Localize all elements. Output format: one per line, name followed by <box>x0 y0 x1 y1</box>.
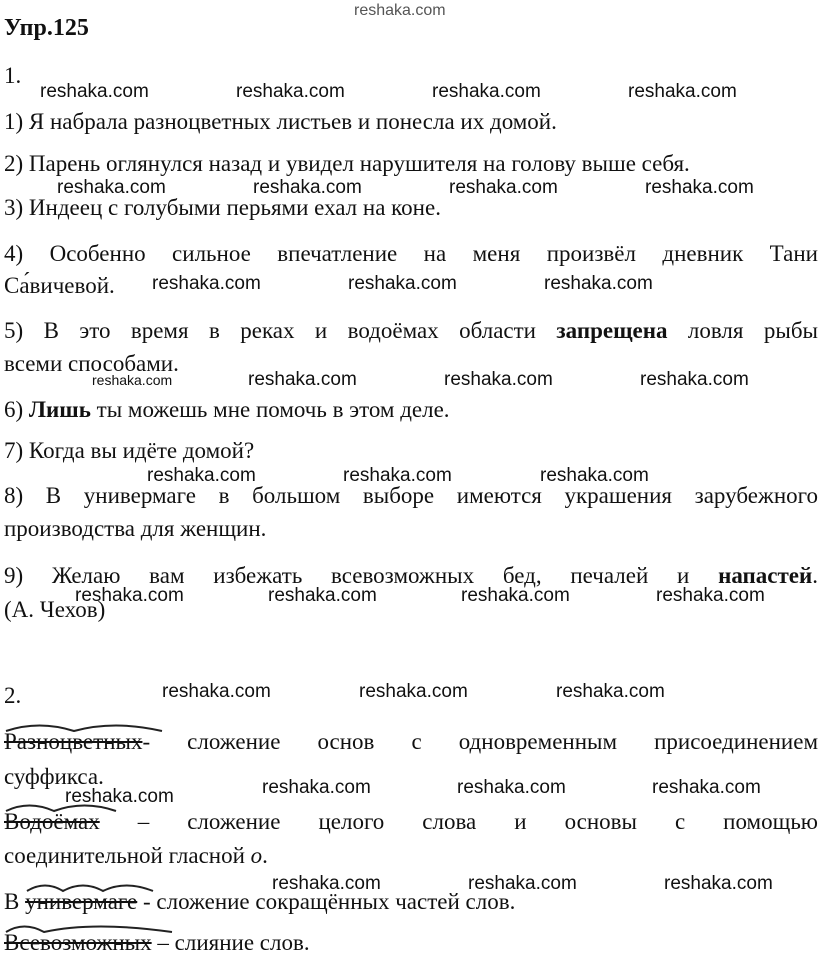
sentence-6-bold-word: Лишь <box>28 397 91 422</box>
sentence-8-line-2: производства для женщин. <box>4 516 267 541</box>
watermark: reshaka.com <box>75 585 184 606</box>
sentence-9-bold-word: напастей <box>718 563 813 588</box>
sentence-4-line-2: Са́вичевой. <box>4 273 115 298</box>
watermark: reshaka.com <box>253 177 362 198</box>
sentence-6 <box>4 396 818 424</box>
watermark: reshaka.com <box>236 81 345 102</box>
analysis-4-text: – слияние слов. <box>151 930 310 955</box>
watermark-top: reshaka.com <box>354 2 446 19</box>
sentence-6-text: ты можешь мне помочь в этом деле. <box>90 397 450 422</box>
sentence-5-line-2: всеми способами. <box>4 351 179 376</box>
watermark: reshaka.com <box>556 681 665 702</box>
exercise-title: Упр.125 <box>4 15 89 41</box>
watermark: reshaka.com <box>664 873 773 894</box>
root-arc-icon <box>4 722 174 732</box>
sentence-3: 3) Индеец с голубыми перьями ехал на коне. <box>4 195 441 220</box>
watermark: reshaka.com <box>343 465 452 486</box>
sentence-5-bold-word: запрещена <box>556 318 668 343</box>
root-arc-icon <box>25 882 165 892</box>
root-arc-icon <box>4 923 184 933</box>
analysis-3-text: - сложение сокращённых частей слов. <box>137 889 516 914</box>
analysis-3-word <box>25 888 137 916</box>
watermark: reshaka.com <box>640 369 749 390</box>
analysis-2-line-2 <box>4 842 818 870</box>
sentence-6-number: 6) <box>4 397 29 422</box>
watermark: reshaka.com <box>272 873 381 894</box>
sentence-9-period: . <box>812 563 818 588</box>
part1-label: 1. <box>4 63 22 88</box>
analysis-2-word-text: Водоёмах <box>4 809 100 834</box>
watermark: reshaka.com <box>544 273 653 294</box>
watermark: reshaka.com <box>468 873 577 894</box>
watermark: reshaka.com <box>262 777 371 798</box>
watermark: reshaka.com <box>432 81 541 102</box>
sentence-7: 7) Когда вы идёте домой? <box>4 438 255 463</box>
watermark: reshaka.com <box>40 81 149 102</box>
watermark: reshaka.com <box>645 177 754 198</box>
sentence-5-line-1 <box>4 317 818 345</box>
analysis-1-word <box>4 728 142 756</box>
analysis-2-line-1 <box>4 808 818 836</box>
analysis-2-text: – сложение целого слова и основы с помощью <box>99 809 818 834</box>
analysis-2-word <box>4 808 100 836</box>
watermark: reshaka.com <box>449 177 558 198</box>
analysis-3 <box>4 888 818 916</box>
watermark: reshaka.com <box>457 777 566 798</box>
sentence-2: 2) Парень оглянулся назад и увидел нарушителя на голову выше себя. <box>4 151 690 176</box>
analysis-2-line-2-text: соединительной гласной <box>4 843 251 868</box>
sentence-9-text: 9) Желаю вам избежать всевозможных бед, печалей и <box>4 563 719 588</box>
watermark: reshaka.com <box>656 585 765 606</box>
analysis-3-prefix: В <box>4 889 26 914</box>
sentence-5-text-end: ловля рыбы <box>667 318 818 343</box>
analysis-1-line-2: суффикса. <box>4 764 104 789</box>
analysis-1-text: - сложение основ с одновременным присоединением <box>142 729 818 754</box>
sentence-9-line-2: (А. Чехов) <box>4 597 106 622</box>
watermark: reshaka.com <box>628 81 737 102</box>
analysis-1-word-text: Разноцветных <box>4 729 143 754</box>
watermark: reshaka.com <box>92 372 173 388</box>
watermark: reshaka.com <box>268 585 377 606</box>
analysis-2-period: . <box>262 843 268 868</box>
watermark: reshaka.com <box>348 273 457 294</box>
watermark: reshaka.com <box>162 681 271 702</box>
sentence-5-text: 5) В это время в реках и водоёмах области <box>4 318 557 343</box>
analysis-3-word-text: универмаге <box>25 889 138 914</box>
watermark: reshaka.com <box>152 273 261 294</box>
watermark: reshaka.com <box>540 465 649 486</box>
connecting-vowel: о <box>250 843 263 868</box>
watermark: reshaka.com <box>147 465 256 486</box>
sentence-8-line-1: 8) В универмаге в большом выборе имеются украшения зарубежного <box>4 483 818 508</box>
root-arc-icon <box>4 802 124 812</box>
watermark: reshaka.com <box>359 681 468 702</box>
watermark: reshaka.com <box>248 369 357 390</box>
watermark: reshaka.com <box>57 177 166 198</box>
analysis-1-line-1 <box>4 728 818 756</box>
watermark: reshaka.com <box>652 777 761 798</box>
sentence-1: 1) Я набрала разноцветных листьев и понесла их домой. <box>4 109 557 134</box>
analysis-4-word-text: Всевозможных <box>4 930 152 955</box>
watermark: reshaka.com <box>65 786 174 807</box>
part2-label: 2. <box>4 683 22 708</box>
watermark: reshaka.com <box>461 585 570 606</box>
watermark: reshaka.com <box>444 369 553 390</box>
sentence-4-line-1: 4) Особенно сильное впечатление на меня произвёл дневник Тани <box>4 241 818 266</box>
